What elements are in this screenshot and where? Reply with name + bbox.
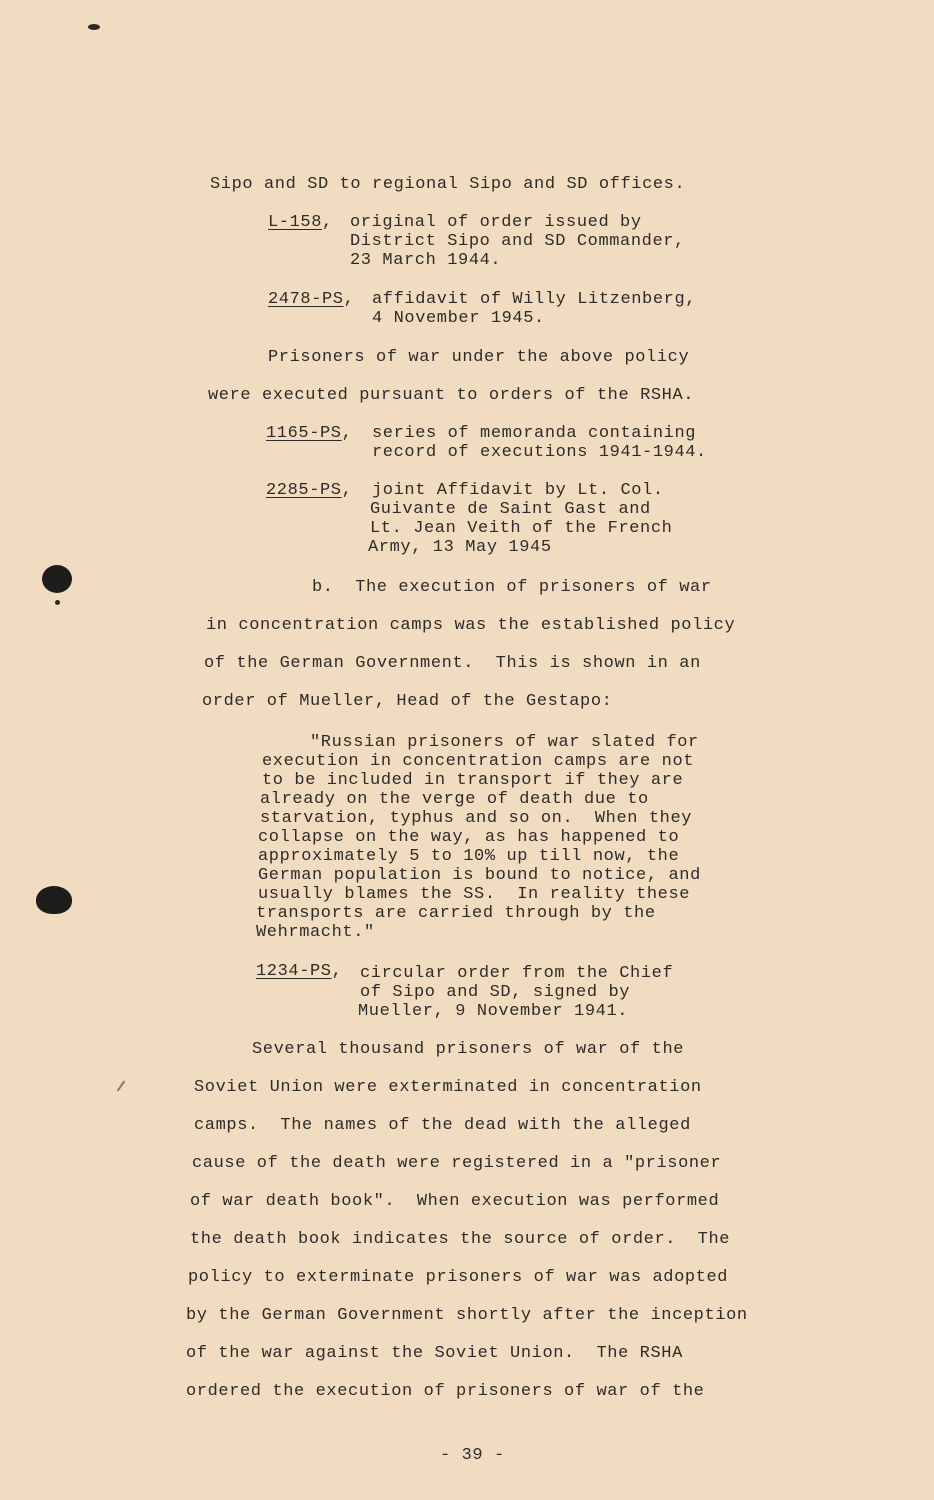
- ref-text: series of memoranda containing: [372, 424, 697, 443]
- quote-line: already on the verge of death due to: [260, 790, 649, 809]
- paragraph-line: Prisoners of war under the above policy: [268, 348, 690, 367]
- ref-text: District Sipo and SD Commander,: [350, 232, 685, 251]
- paragraph-line: by the German Government shortly after the inception: [186, 1306, 748, 1325]
- ref-text: 4 November 1945.: [372, 309, 545, 328]
- ref-text: joint Affidavit by Lt. Col.: [372, 481, 664, 500]
- ref-text: Mueller, 9 November 1941.: [358, 1002, 629, 1021]
- paragraph-line: cause of the death were registered in a "prisoner: [192, 1154, 722, 1173]
- quote-line: collapse on the way, as has happened to: [258, 828, 680, 847]
- paragraph-line: Several thousand prisoners of war of the: [252, 1040, 685, 1059]
- quote-line: to be included in transport if they are: [262, 771, 684, 790]
- paragraph-line: were executed pursuant to orders of the RSHA.: [208, 386, 695, 405]
- page-number: - 39 -: [440, 1446, 505, 1465]
- ref-text: affidavit of Willy Litzenberg,: [372, 290, 697, 309]
- quote-line: approximately 5 to 10% up till now, the: [258, 847, 680, 866]
- ref-text: record of executions 1941-1944.: [372, 443, 707, 462]
- ref-text: of Sipo and SD, signed by: [360, 983, 631, 1002]
- ref-code-1234: 1234-PS,: [256, 962, 343, 981]
- paragraph-line: camps. The names of the dead with the alleged: [194, 1116, 691, 1135]
- ref-code: 1165-PS: [266, 424, 342, 443]
- ref-code-l158: L-158,: [268, 213, 333, 232]
- quote-line: transports are carried through by the: [256, 904, 656, 923]
- paragraph-line: of war death book". When execution was performed: [190, 1192, 720, 1211]
- quote-line: starvation, typhus and so on. When they: [260, 809, 693, 828]
- ink-speck: [55, 600, 60, 605]
- paragraph-line: the death book indicates the source of order. The: [190, 1230, 731, 1249]
- quote-line: execution in concentration camps are not: [262, 752, 695, 771]
- paragraph-line: ordered the execution of prisoners of war of the: [186, 1382, 705, 1401]
- stray-mark: [117, 1081, 126, 1092]
- ref-text: circular order from the Chief: [360, 964, 674, 983]
- ref-text: Lt. Jean Veith of the French: [370, 519, 673, 538]
- punch-hole-bottom: [36, 886, 72, 914]
- punch-hole-top: [42, 565, 72, 593]
- ref-code: 2478-PS: [268, 290, 344, 309]
- paragraph-intro: Sipo and SD to regional Sipo and SD offices.: [210, 175, 686, 194]
- ref-code-1165: 1165-PS,: [266, 424, 353, 443]
- paragraph-line: in concentration camps was the established policy: [206, 616, 736, 635]
- ink-speck: [88, 24, 100, 30]
- ref-text: Guivante de Saint Gast and: [370, 500, 651, 519]
- ref-code: 2285-PS: [266, 481, 342, 500]
- ref-code-2478: 2478-PS,: [268, 290, 355, 309]
- ref-code: 1234-PS: [256, 962, 332, 981]
- quote-line: usually blames the SS. In reality these: [258, 885, 691, 904]
- ref-text: 23 March 1944.: [350, 251, 502, 270]
- ref-code: L-158: [268, 213, 323, 232]
- ref-text: Army, 13 May 1945: [368, 538, 552, 557]
- quote-line: Wehrmacht.": [256, 923, 375, 942]
- paragraph-line: policy to exterminate prisoners of war was adopted: [188, 1268, 729, 1287]
- quote-line: German population is bound to notice, and: [258, 866, 701, 885]
- ref-code-2285: 2285-PS,: [266, 481, 353, 500]
- paragraph-line: b. The execution of prisoners of war: [312, 578, 712, 597]
- paragraph-line: order of Mueller, Head of the Gestapo:: [202, 692, 613, 711]
- paragraph-line: of the German Government. This is shown in an: [204, 654, 701, 673]
- paragraph-line: of the war against the Soviet Union. The RSHA: [186, 1344, 683, 1363]
- ref-text: original of order issued by: [350, 213, 642, 232]
- quote-line: "Russian prisoners of war slated for: [310, 733, 699, 752]
- paragraph-line: Soviet Union were exterminated in concentration: [194, 1078, 702, 1097]
